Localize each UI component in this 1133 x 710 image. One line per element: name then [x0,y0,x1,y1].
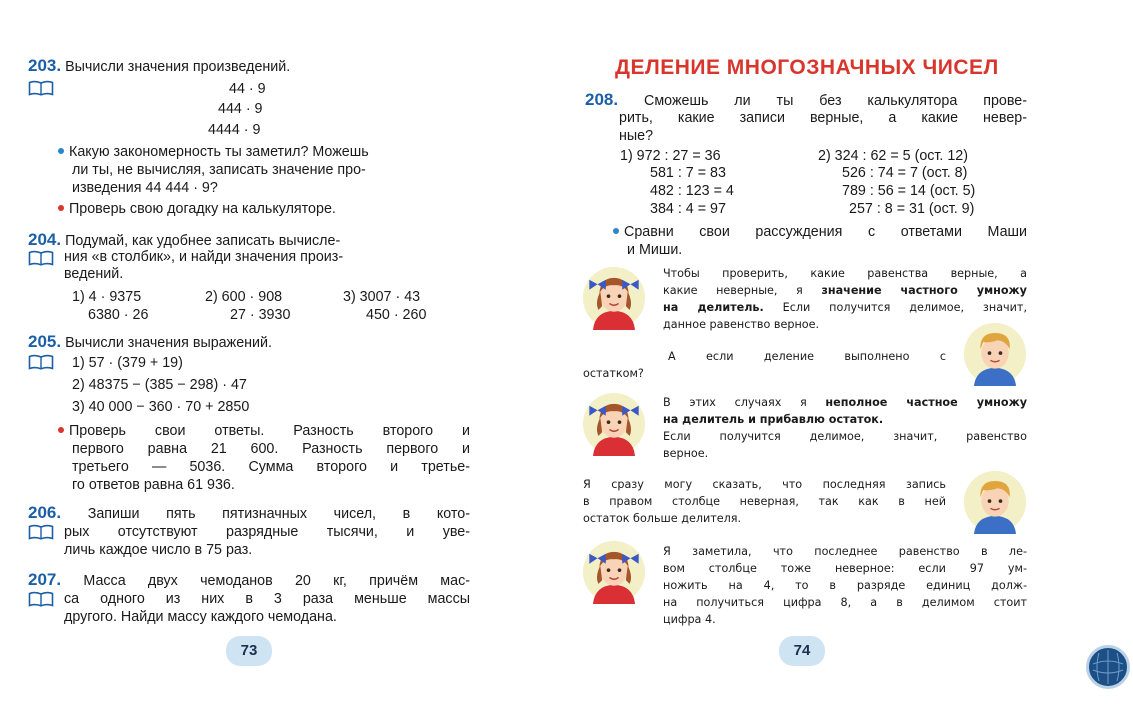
misha-question-line: А если деление выполнено с [668,350,946,363]
question-text: изведения 44 444 · 9? [72,180,218,196]
masha-reply-line: ножить на 4, то в разряде единиц долж- [663,579,1027,592]
masha-reply-line: верное. [663,447,709,460]
expression: 4444 · 9 [208,122,261,138]
open-book-icon [28,524,54,540]
task-number: 205. [28,332,62,351]
task-text: рить, какие записи верные, а какие невер- [619,110,1027,126]
task-number: 207. [28,570,62,589]
masha-reply-line: Чтобы проверить, какие равенства верные, а [663,267,1027,280]
open-book-icon [28,80,54,96]
girl-avatar [582,540,646,604]
left-page [0,0,560,710]
corner-badge-icon[interactable] [1086,645,1130,689]
task-text: другого. Найди массу каждого чемодана. [64,609,337,625]
masha-reply-line: на получиться цифра 8, а в делимом стоит [663,596,1027,609]
blue-bullet-icon [58,148,64,154]
masha-reply-line: данное равенство верное. [663,318,820,331]
misha-reply-line: Я сразу могу сказать, что последняя запись [583,478,946,491]
equation: 789 : 56 = 14 (ост. 5) [842,183,976,199]
expression: 27 · 3930 [230,307,291,323]
task-205-header: 205. Вычисли значения выражений. [28,332,272,351]
equation: 2) 324 : 62 = 5 (ост. 12) [818,148,969,164]
task-number: 206. [28,503,62,522]
masha-reply-line: на делитель и прибавлю остаток. [663,413,884,426]
check-text: первого равна 21 600. Разность первого и [72,441,470,457]
red-bullet-icon [58,205,64,211]
misha-reply-line: в правом столбце неверная, так как в ней [583,495,946,508]
expression: 44 · 9 [229,81,266,97]
page-number-73: 73 [226,636,272,666]
expression: 444 · 9 [218,101,263,117]
page-number-74: 74 [779,636,825,666]
equation: 526 : 74 = 7 (ост. 8) [842,165,968,181]
blue-bullet-icon [613,228,619,234]
task-text: ные? [619,128,654,144]
boy-avatar [963,470,1027,534]
task-text: ведений. [64,266,124,282]
check-text: Проверь свою догадку на калькуляторе. [58,201,336,218]
task-text: са одного из них в 3 раза меньше массы [64,591,470,607]
girl-avatar [582,392,646,456]
masha-reply-line: какие неверные, я значение частного умножу [663,284,1027,297]
expression: 2) 48375 − (385 − 298) · 47 [72,377,247,393]
task-208-line: 208. Сможешь ли ты без калькулятора прове- [585,90,1027,109]
question-text: Какую закономерность ты заметил? Можешь [58,144,369,161]
equation: 384 : 4 = 97 [650,201,726,217]
expression: 3) 40 000 − 360 · 70 + 2850 [72,399,250,415]
masha-reply-line: вом столбце тоже неверное: если 97 ум- [663,562,1027,575]
equation: 257 : 8 = 31 (ост. 9) [849,201,975,217]
task-206-line: 206. Запиши пять пятизначных чисел, в кото- [28,503,470,522]
masha-reply-line: Если получится делимое, значит, равенство [663,430,1027,443]
red-bullet-icon [58,427,64,433]
task-207-line: 207. Масса двух чемоданов 20 кг, причём мас- [28,570,470,589]
masha-reply-line: В этих случаях я неполное частное умножу [663,396,1027,409]
expression: 1) 57 · (379 + 19) [72,355,183,371]
equation: 1) 972 : 27 = 36 [620,148,721,164]
open-book-icon [28,250,54,266]
girl-avatar [582,266,646,330]
check-text: Проверь свои ответы. Разность второго и [58,423,470,440]
masha-reply-line: цифра 4. [663,613,716,626]
masha-reply-line: Я заметила, что последнее равенство в ле- [663,545,1027,558]
check-text: третьего — 5036. Сумма второго и третье- [72,459,470,475]
open-book-icon [28,354,54,370]
task-text: Вычисли значения произведений. [65,59,291,75]
section-title: ДЕЛЕНИЕ МНОГОЗНАЧНЫХ ЧИСЕЛ [615,56,999,79]
expression: 3) 3007 · 43 [343,289,421,305]
compare-text: и Миши. [627,242,683,258]
expression: 450 · 260 [366,307,427,323]
expression: 1) 4 · 9375 [72,289,142,305]
compare-text: Сравни свои рассуждения с ответами Маши [613,224,1027,241]
right-page [565,0,1133,710]
open-book-icon [28,591,54,607]
boy-avatar [963,322,1027,386]
task-204-line: 204. Подумай, как удобнее записать вычисле- [28,230,341,249]
equation: 482 : 123 = 4 [650,183,734,199]
task-text: ния «в столбик», и найди значения произ- [64,249,344,265]
question-text: ли ты, не вычисляя, записать значение про- [72,162,366,178]
task-203-header [28,58,290,76]
masha-reply-line: на делитель. Если получится делимое, значит, [663,301,1028,314]
task-text: личь каждое число в 75 раз. [64,542,253,558]
task-number: 204. [28,230,62,249]
misha-question-line: остатком? [583,367,644,380]
expression: 6380 · 26 [88,307,149,323]
misha-reply-line: остаток больше делителя. [583,512,742,525]
expression: 2) 600 · 908 [205,289,283,305]
equation: 581 : 7 = 83 [650,165,726,181]
task-number: 203. [28,56,62,75]
task-number: 208. [585,90,619,109]
task-text: рых отсутствуют разрядные тысячи, и уве- [64,524,470,540]
check-text: го ответов равна 61 936. [72,477,235,493]
